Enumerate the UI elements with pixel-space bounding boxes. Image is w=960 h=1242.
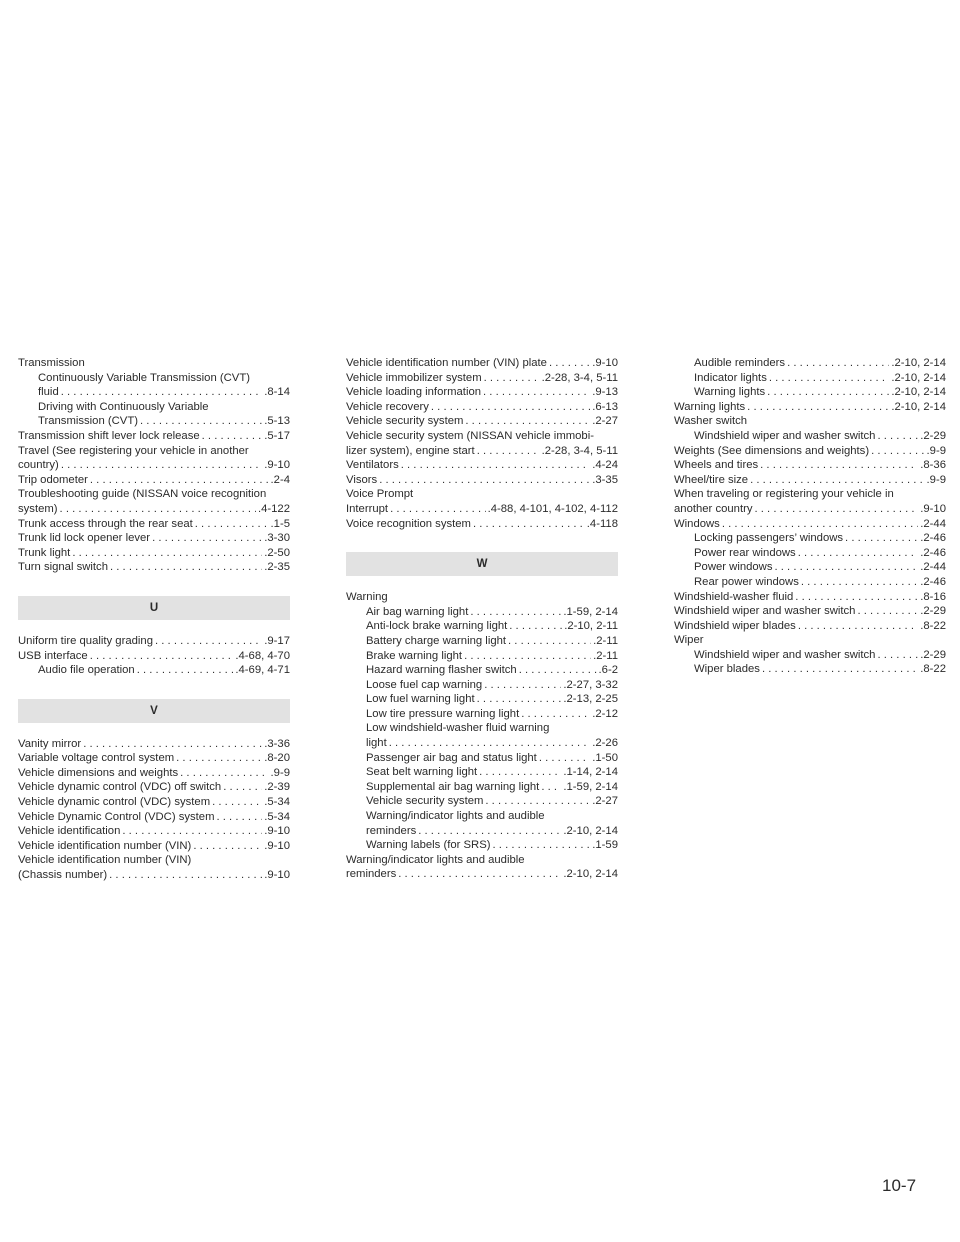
index-entry-term: Hazard warning flasher switch [366, 664, 517, 677]
index-entry-page-ref: .9-9 [926, 444, 946, 457]
dot-leader [390, 502, 486, 517]
index-entry-term: Locking passengers’ windows [694, 532, 844, 545]
index-entry [346, 385, 618, 400]
index-entry-term: Windshield wiper blades [674, 619, 796, 632]
index-entry [346, 765, 618, 780]
index-entry-page-ref: .6-2 [598, 664, 618, 677]
index-entry-term: Interrupt [346, 502, 389, 515]
dot-leader [470, 605, 561, 620]
index-entry-term: Anti-lock brake warning light [366, 620, 508, 633]
index-entry [18, 737, 290, 752]
index-entry-term: Vehicle identification number (VIN) plate [346, 357, 547, 369]
index-entry [674, 590, 946, 605]
index-entry [346, 634, 618, 649]
index-entry-term: Seat belt warning light [366, 766, 478, 779]
dot-leader [798, 546, 919, 561]
dot-leader [202, 429, 263, 444]
index-entry-page-ref: .2-44 [920, 517, 946, 530]
dot-leader [484, 678, 561, 693]
index-entry-page-ref: .5-34 [264, 796, 290, 809]
dot-leader [750, 473, 924, 488]
index-entry-term: Trip odometer [18, 473, 88, 486]
index-entry-page-ref: .2-44 [920, 561, 946, 574]
index-entry-term: Wheels and tires [674, 459, 759, 472]
dot-leader [90, 649, 234, 664]
index-entry-page-ref: .2-28, 3-4, 5-11 [541, 371, 618, 384]
index-entry-page-ref: .9-10 [592, 357, 618, 369]
index-entry [346, 502, 618, 517]
index-entry-term: Brake warning light [366, 649, 463, 662]
index-entry-term: Vehicle dimensions and weights [18, 766, 179, 779]
index-column-1 [18, 356, 290, 883]
index-entry [346, 356, 618, 371]
index-entry [346, 458, 618, 473]
index-entry [346, 780, 618, 795]
index-entry-page-ref: .5-34 [264, 810, 290, 823]
section-header-w: W [346, 552, 618, 576]
index-entry-page-ref: .1-5 [270, 517, 290, 530]
index-entry-page-ref: .8-22 [920, 619, 946, 632]
dot-leader [877, 429, 918, 444]
dot-leader [465, 414, 590, 429]
index-entry-term: Audible reminders [694, 357, 786, 369]
dot-leader [769, 371, 890, 386]
index-entry [346, 649, 618, 664]
index-entry-term: Wheel/tire size [674, 473, 749, 486]
index-entry [18, 385, 290, 400]
index-entry [18, 458, 290, 473]
index-entry [18, 414, 290, 429]
dot-leader [747, 400, 889, 415]
dot-leader [871, 444, 924, 459]
index-heading-line: Transmission [18, 357, 85, 369]
index-entry-term: reminders [366, 824, 417, 837]
dot-leader [767, 385, 889, 400]
index-entry-page-ref: .2-29 [920, 648, 946, 661]
index-entry [18, 751, 290, 766]
index-entry-term: Windshield wiper and washer switch [694, 429, 876, 442]
dot-leader [774, 560, 918, 575]
dot-leader [464, 649, 591, 664]
dot-leader [72, 546, 262, 561]
index-entry-page-ref: .2-27, 3-32 [563, 678, 618, 691]
index-entry [18, 868, 290, 883]
index-entry [18, 663, 290, 678]
dot-leader [193, 839, 262, 854]
index-entry-page-ref: .2-46 [920, 546, 946, 559]
index-entry-page-ref: .2-26 [592, 737, 618, 750]
dot-leader [195, 517, 269, 532]
index-entry-term: Vehicle immobilizer system [346, 371, 482, 384]
dot-leader [801, 575, 918, 590]
index-entry-page-ref: .2-10, 2-14 [891, 371, 946, 384]
index-entry-page-ref: .1-50 [592, 751, 618, 764]
index-entry-page-ref: .5-17 [264, 429, 290, 442]
index-entry-term: Windshield wiper and washer switch [694, 648, 876, 661]
index-entry [18, 517, 290, 532]
dot-leader [787, 356, 889, 371]
index-entry-term: country) [18, 459, 59, 472]
dot-leader [877, 648, 918, 663]
index-entry [674, 662, 946, 677]
index-entry [674, 619, 946, 634]
index-entry [346, 473, 618, 488]
index-entry [674, 604, 946, 619]
index-entry-term: Power rear windows [694, 546, 796, 559]
dot-leader [795, 590, 918, 605]
index-entry [674, 400, 946, 415]
index-entry-page-ref: .8-16 [920, 590, 946, 603]
dot-leader [477, 692, 562, 707]
index-entry-page-ref: .4-24 [592, 459, 618, 472]
index-entry [18, 531, 290, 546]
dot-leader [539, 751, 590, 766]
index-entry [346, 414, 618, 429]
index-entry [674, 575, 946, 590]
index-entry-page-ref: .2-28, 3-4, 5-11 [541, 444, 618, 457]
dot-leader [223, 780, 262, 795]
index-entry-page-ref: .8-36 [920, 459, 946, 472]
index-entry [346, 751, 618, 766]
index-entry-term: Vehicle recovery [346, 400, 429, 413]
index-heading-line: Low windshield-washer fluid warning [366, 722, 550, 735]
index-entry-term: Low fuel warning light [366, 693, 475, 706]
index-entry-term: Voice recognition system [346, 517, 471, 530]
index-entry-page-ref: .1-59, 2-14 [563, 605, 618, 618]
index-entry-page-ref: .4-88, 4-101, 4-102, 4-112 [487, 502, 618, 515]
index-entry-term: Battery charge warning light [366, 634, 507, 647]
dot-leader [762, 662, 918, 677]
index-entry [346, 838, 618, 853]
index-heading-line: Warning/indicator lights and audible [366, 810, 545, 823]
index-heading-line: Warning/indicator lights and audible [346, 853, 525, 866]
index-entry [18, 766, 290, 781]
index-entry-term: Visors [346, 473, 378, 486]
index-entry [674, 560, 946, 575]
index-entry-term: Vehicle Dynamic Control (VDC) system [18, 810, 215, 823]
index-entry-term: Passenger air bag and status light [366, 751, 537, 764]
index-entry-term: Air bag warning light [366, 605, 469, 618]
dot-leader [418, 824, 561, 839]
index-entry-term: Warning lights [674, 400, 746, 413]
dot-leader [90, 473, 269, 488]
index-entry-term: light [366, 737, 387, 750]
index-entry-page-ref: .4-68, 4-70 [235, 649, 290, 662]
dot-leader [484, 371, 540, 386]
dot-leader [379, 473, 590, 488]
index-entry [674, 371, 946, 386]
dot-leader [401, 458, 591, 473]
index-entry [346, 619, 618, 634]
dot-leader [845, 531, 918, 546]
index-entry [18, 649, 290, 664]
index-entry-term: Vehicle security system [346, 415, 464, 428]
dot-leader [60, 502, 256, 517]
dot-leader [398, 867, 561, 882]
index-entry-term: Vehicle loading information [346, 386, 482, 399]
index-entry-page-ref: .2-10, 2-14 [563, 824, 618, 837]
index-entry-term: Uniform tire quality grading [18, 634, 153, 647]
index-entry-page-ref: .9-13 [592, 386, 618, 399]
dot-leader [61, 458, 262, 473]
index-heading-line: Warning [346, 591, 388, 604]
index-entry [674, 458, 946, 473]
dot-leader [755, 502, 919, 517]
index-heading-line: Vehicle identification number (VIN) [18, 854, 192, 867]
dot-leader [508, 634, 591, 649]
index-entry-page-ref: .2-10, 2-11 [564, 620, 618, 633]
index-column-3 [674, 356, 946, 677]
index-entry-page-ref: .2-11 [593, 634, 618, 647]
index-entry [18, 780, 290, 795]
dot-leader [521, 707, 590, 722]
dot-leader [473, 517, 585, 532]
index-entry-page-ref: .2-4 [270, 473, 290, 486]
section-header-v: V [18, 699, 290, 723]
index-entry-page-ref: .2-10, 2-14 [563, 868, 618, 881]
index-entry [674, 429, 946, 444]
index-entry-page-ref: .2-50 [264, 546, 290, 559]
index-entry-term: Ventilators [346, 459, 399, 472]
index-entry [18, 634, 290, 649]
index-entry-page-ref: .6-13 [592, 400, 618, 413]
index-entry [346, 444, 618, 459]
index-entry-page-ref: .9-9 [270, 766, 290, 779]
index-entry [346, 663, 618, 678]
index-entry-page-ref: .2-10, 2-14 [891, 386, 946, 399]
index-entry-term: Warning lights [694, 386, 766, 399]
dot-leader [155, 634, 262, 649]
index-entry-term: Vehicle identification number (VIN) [18, 839, 192, 852]
index-entry [346, 517, 618, 532]
index-entry [18, 810, 290, 825]
index-heading-line: Travel (See registering your vehicle in another [18, 444, 249, 457]
index-entry-term: Warning labels (for SRS) [366, 839, 491, 852]
dot-leader [140, 414, 262, 429]
dot-leader [137, 663, 234, 678]
index-entry-page-ref: .9-10 [264, 839, 290, 852]
dot-leader [477, 444, 540, 459]
index-entry-page-ref: .2-46 [920, 532, 946, 545]
index-heading-line: Driving with Continuously Variable [38, 400, 209, 413]
index-entry [346, 400, 618, 415]
dot-leader [176, 751, 262, 766]
page-number: 10-7 [882, 1176, 917, 1195]
index-entry-page-ref: .8-22 [920, 663, 946, 676]
index-entry-page-ref: .9-10 [264, 459, 290, 472]
index-entry [674, 356, 946, 371]
index-entry [18, 473, 290, 488]
index-entry-page-ref: .1-59, 2-14 [563, 780, 618, 793]
index-entry-term: system) [18, 502, 58, 515]
index-entry-term: USB interface [18, 649, 88, 662]
index-entry-page-ref: .3-30 [264, 532, 290, 545]
index-entry-term: Vehicle dynamic control (VDC) off switch [18, 781, 222, 794]
index-entry [346, 678, 618, 693]
index-heading-line: Vehicle security system (NISSAN vehicle immobi- [346, 429, 594, 442]
dot-leader [541, 780, 561, 795]
index-entry-page-ref: .5-13 [264, 415, 290, 428]
index-entry-term: Loose fuel cap warning [366, 678, 483, 691]
index-entry-page-ref: .9-9 [926, 473, 946, 486]
index-entry-term: fluid [38, 386, 59, 399]
index-entry-term: Transmission (CVT) [38, 415, 139, 428]
index-entry-term: Weights (See dimensions and weights) [674, 444, 870, 457]
index-entry [18, 429, 290, 444]
index-heading-line: When traveling or registering your vehicle in [674, 488, 894, 501]
index-column-2 [346, 356, 618, 882]
index-entry [18, 560, 290, 575]
index-entry [674, 502, 946, 517]
dot-leader [217, 810, 263, 825]
index-entry [18, 795, 290, 810]
index-entry-term: Windows [674, 517, 720, 530]
index-entry-term: (Chassis number) [18, 869, 108, 882]
index-entry-page-ref: .2-10, 2-14 [891, 400, 946, 413]
dot-leader [110, 560, 262, 575]
dot-leader [798, 619, 918, 634]
dot-leader [389, 736, 591, 751]
index-entry-page-ref: .4-122 [257, 502, 290, 515]
index-entry-term: Trunk light [18, 546, 71, 559]
index-entry [674, 546, 946, 561]
index-entry-term: Trunk lid lock opener lever [18, 532, 151, 545]
dot-leader [122, 824, 262, 839]
dot-leader [180, 766, 268, 781]
index-entry-page-ref: .2-13, 2-25 [563, 693, 618, 706]
index-entry-term: Indicator lights [694, 371, 767, 384]
index-entry-page-ref: .8-20 [264, 752, 290, 765]
index-entry-term: Variable voltage control system [18, 752, 175, 765]
dot-leader [493, 838, 591, 853]
dot-leader [857, 604, 918, 619]
dot-leader [109, 868, 262, 883]
index-entry-page-ref: .2-35 [264, 561, 290, 574]
index-entry-page-ref: .2-10, 2-14 [891, 357, 946, 369]
dot-leader [485, 794, 590, 809]
index-entry-term: Audio file operation [38, 664, 135, 677]
index-entry-term: Supplemental air bag warning light [366, 780, 540, 793]
dot-leader [549, 356, 590, 371]
index-entry [674, 531, 946, 546]
dot-leader [212, 795, 262, 810]
index-entry-term: Vanity mirror [18, 737, 82, 750]
index-entry-term: Vehicle dynamic control (VDC) system [18, 796, 211, 809]
index-entry-page-ref: .2-11 [593, 649, 618, 662]
dot-leader [760, 458, 918, 473]
index-entry-term: Vehicle identification [18, 825, 121, 838]
index-entry [346, 707, 618, 722]
index-entry-term: Power windows [694, 561, 773, 574]
index-entry [674, 648, 946, 663]
index-entry [346, 692, 618, 707]
index-entry-page-ref: .2-27 [592, 415, 618, 428]
index-entry-page-ref: .4-118 [586, 517, 618, 530]
index-entry-page-ref: .8-14 [264, 386, 290, 399]
dot-leader [509, 619, 562, 634]
dot-leader [479, 765, 561, 780]
index-entry [18, 546, 290, 561]
index-entry-page-ref: .4-69, 4-71 [235, 664, 290, 677]
index-heading-line: Troubleshooting guide (NISSAN voice recognition [18, 488, 267, 501]
index-entry-page-ref: .2-27 [592, 795, 618, 808]
index-entry [674, 517, 946, 532]
index-entry-page-ref: .9-17 [264, 634, 290, 647]
index-entry [18, 502, 290, 517]
index-heading-line: Voice Prompt [346, 488, 414, 501]
dot-leader [152, 531, 262, 546]
index-entry [346, 867, 618, 882]
index-entry-page-ref: .3-35 [592, 473, 618, 486]
dot-leader [483, 385, 590, 400]
index-entry-page-ref: .2-29 [920, 605, 946, 618]
dot-leader [431, 400, 590, 415]
index-entry-term: another country [674, 502, 753, 515]
index-entry [346, 824, 618, 839]
index-entry-page-ref: .9-10 [264, 825, 290, 838]
index-entry [346, 736, 618, 751]
index-entry-term: lizer system), engine start [346, 444, 475, 457]
index-heading-line: Wiper [674, 634, 704, 647]
index-entry [346, 605, 618, 620]
index-entry-page-ref: .2-29 [920, 429, 946, 442]
index-entry-term: Windshield-washer fluid [674, 590, 794, 603]
index-entry [674, 385, 946, 400]
index-entry-page-ref: .3-36 [264, 737, 290, 750]
index-entry-term: Transmission shift lever lock release [18, 429, 200, 442]
index-entry-page-ref: .2-46 [920, 575, 946, 588]
index-entry-page-ref: .1-59 [592, 839, 618, 852]
index-entry-page-ref: .2-39 [264, 781, 290, 794]
index-entry-page-ref: .2-12 [592, 707, 618, 720]
index-entry-term: Vehicle security system [366, 795, 484, 808]
index-entry [346, 371, 618, 386]
index-entry [18, 824, 290, 839]
index-entry-page-ref: .1-14, 2-14 [563, 766, 618, 779]
dot-leader [83, 737, 262, 752]
dot-leader [61, 385, 263, 400]
index-entry [674, 444, 946, 459]
index-entry-term: reminders [346, 868, 397, 881]
index-entry [18, 839, 290, 854]
index-entry-term: Rear power windows [694, 575, 799, 588]
index-entry-term: Trunk access through the rear seat [18, 517, 193, 530]
section-header-u: U [18, 596, 290, 620]
index-heading-line: Continuously Variable Transmission (CVT) [38, 371, 250, 384]
index-entry-term: Low tire pressure warning light [366, 707, 520, 720]
dot-leader [722, 517, 918, 532]
index-heading-line: Washer switch [674, 415, 748, 428]
dot-leader [519, 663, 597, 678]
index-entry-term: Windshield wiper and washer switch [674, 605, 856, 618]
index-entry [346, 794, 618, 809]
index-entry-term: Turn signal switch [18, 561, 108, 574]
index-entry-page-ref: .9-10 [920, 502, 946, 515]
index-entry-page-ref: .9-10 [264, 869, 290, 882]
index-entry-term: Wiper blades [694, 663, 760, 676]
index-entry [674, 473, 946, 488]
